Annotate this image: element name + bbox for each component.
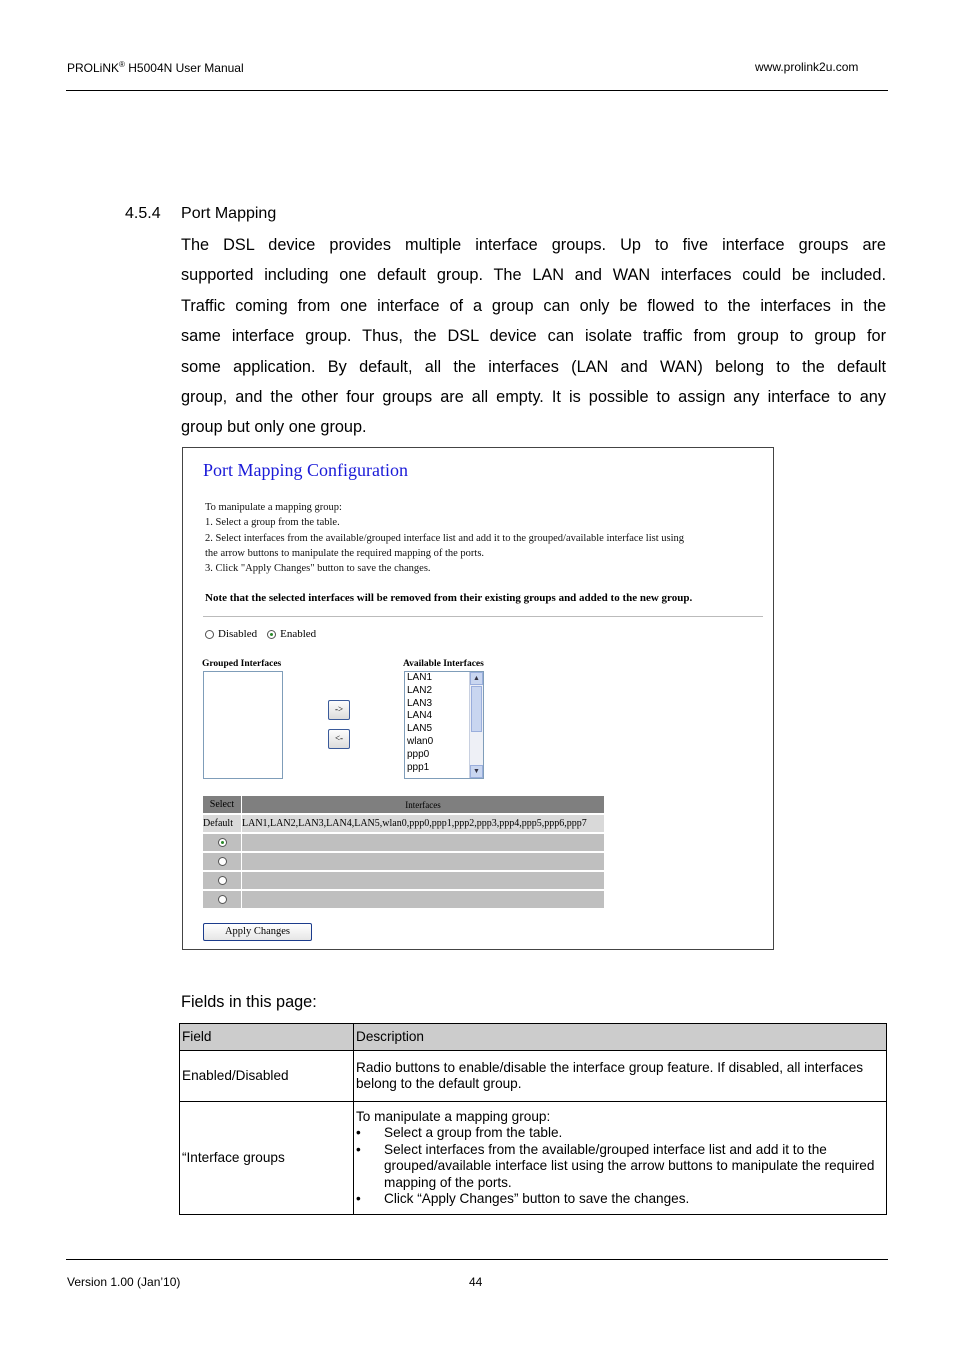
paragraph-line: some application. By default, all the interfaces (LAN and WAN) belong to the default [181, 357, 886, 376]
paragraph-line: group but only one group. [181, 418, 367, 437]
group-select-radio[interactable] [218, 895, 227, 904]
note-text: Note that the selected interfaces will be removed from their existing groups and added to the new group. [205, 592, 693, 604]
select-cell [203, 853, 241, 870]
description-column-header: Description [354, 1024, 887, 1051]
scroll-up-icon[interactable]: ▲ [470, 672, 483, 685]
select-column-header: Select [203, 796, 241, 813]
group-select-radio[interactable] [218, 876, 227, 885]
brand-name: PROLiNK [67, 61, 120, 75]
footer-version: Version 1.00 (Jan’10) [67, 1275, 181, 1289]
list-item[interactable]: LAN4 [407, 710, 433, 722]
list-item: • Select a group from the table. [356, 1125, 884, 1142]
table-row [180, 1051, 887, 1102]
description-intro: To manipulate a mapping group: [356, 1108, 551, 1124]
field-name: “Interface groups [180, 1102, 354, 1215]
add-interface-button[interactable]: -> [328, 700, 350, 720]
list-item[interactable]: LAN3 [407, 697, 433, 709]
instruction-line: 3. Click "Apply Changes" button to save the changes. [205, 563, 431, 575]
header-url: www.prolink2u.com [755, 60, 859, 74]
page-number: 44 [469, 1275, 483, 1289]
paragraph-line: same interface group. Thus, the DSL device can isolate traffic from group to group for [181, 327, 886, 346]
table-row [203, 853, 604, 870]
enabled-radio[interactable] [267, 630, 276, 639]
available-interfaces-label: Available Interfaces [403, 659, 484, 669]
field-column-header: Field [180, 1024, 354, 1051]
grouped-interfaces-label: Grouped Interfaces [202, 659, 282, 669]
group-interfaces-cell [242, 853, 604, 870]
fields-table [179, 1023, 887, 1215]
config-title: Port Mapping Configuration [203, 460, 408, 480]
group-interfaces-cell [242, 834, 604, 851]
section-heading [125, 205, 276, 223]
description-bullets [356, 1125, 884, 1208]
group-interfaces-cell [242, 891, 604, 908]
registered-mark: ® [119, 60, 125, 69]
paragraph-line: group, and the other four groups are all empty. It is possible to assign any interface to any [181, 387, 886, 406]
section-title: Port Mapping [181, 205, 277, 222]
scroll-down-icon[interactable]: ▼ [470, 765, 483, 778]
header-divider [66, 90, 888, 91]
enabled-radio-label: Enabled [280, 628, 317, 640]
remove-interface-button[interactable]: <- [328, 729, 350, 749]
interfaces-column-header: Interfaces [242, 796, 604, 813]
header-title [67, 60, 244, 75]
select-cell [203, 891, 241, 908]
list-item[interactable]: LAN1 [407, 672, 433, 683]
field-name: Enabled/Disabled [180, 1051, 354, 1102]
field-description: Radio buttons to enable/disable the interface group feature. If disabled, all interfaces belong to the default group. [354, 1051, 887, 1102]
instructions [205, 500, 684, 576]
grouped-interfaces-list[interactable] [203, 671, 283, 779]
disabled-radio[interactable] [205, 630, 214, 639]
groups-table [203, 796, 604, 910]
table-row [203, 834, 604, 851]
scroll-thumb[interactable] [471, 686, 482, 732]
list-item[interactable]: wlan0 [407, 735, 434, 747]
group-select-radio[interactable] [218, 838, 227, 847]
list-item[interactable]: ppp1 [407, 761, 430, 773]
select-cell [203, 834, 241, 851]
group-interfaces-cell [242, 872, 604, 889]
table-header [180, 1024, 887, 1051]
instruction-line: 1. Select a group from the table. [205, 517, 340, 529]
disabled-radio-label: Disabled [218, 628, 258, 640]
default-group-label: Default [203, 815, 241, 832]
footer-divider [66, 1259, 888, 1260]
list-item[interactable]: LAN2 [407, 684, 433, 696]
divider [203, 616, 763, 617]
table-header [203, 796, 604, 813]
instruction-line: 2. Select interfaces from the available/grouped interface list and add it to the grouped/available interface list using [205, 532, 685, 544]
section-paragraph [181, 230, 886, 443]
list-scrollbar[interactable] [469, 672, 483, 778]
port-mapping-screenshot [182, 447, 774, 950]
manual-title: H5004N User Manual [124, 61, 244, 75]
table-row [203, 815, 604, 832]
table-row [203, 891, 604, 908]
table-row [180, 1102, 887, 1215]
group-select-radio[interactable] [218, 857, 227, 866]
instruction-line: the arrow buttons to manipulate the required mapping of the ports. [205, 547, 485, 559]
field-description [354, 1102, 887, 1215]
list-item[interactable]: LAN5 [407, 723, 433, 735]
select-cell [203, 872, 241, 889]
default-group-interfaces: LAN1,LAN2,LAN3,LAN4,LAN5,wlan0,ppp0,ppp1,ppp2,ppp3,ppp4,ppp5,ppp6,ppp7 [242, 815, 604, 832]
section-number: 4.5.4 [125, 205, 161, 222]
table-row [203, 872, 604, 889]
paragraph-line: supported including one default group. The LAN and WAN interfaces could be included. [181, 266, 886, 285]
available-interfaces-list[interactable] [404, 671, 484, 779]
fields-intro: Fields in this page: [181, 993, 317, 1011]
list-item: • Select interfaces from the available/grouped interface list and add it to the grouped/available interface list using the arrow buttons to manipulate the required mapping of the ports. [356, 1142, 884, 1192]
paragraph-line: Traffic coming from one interface of a group can only be flowed to the interfaces in the [181, 296, 886, 315]
paragraph-line: The DSL device provides multiple interface groups. Up to five interface groups are [181, 236, 886, 254]
instruction-line: To manipulate a mapping group: [205, 502, 342, 513]
list-item: • Click “Apply Changes” button to save the changes. [356, 1191, 884, 1208]
apply-changes-button[interactable]: Apply Changes [203, 923, 312, 941]
list-item[interactable]: ppp0 [407, 748, 430, 760]
mode-radio-group [205, 628, 316, 640]
